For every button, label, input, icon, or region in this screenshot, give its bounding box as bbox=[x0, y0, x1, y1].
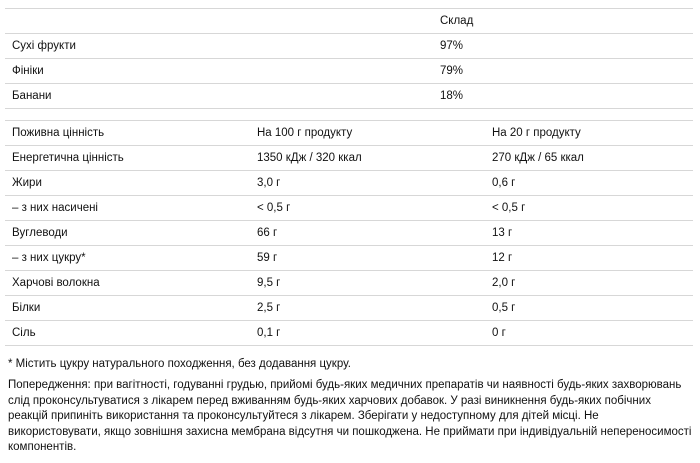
composition-row bbox=[5, 34, 693, 59]
nutrient-name: Білки bbox=[5, 296, 250, 321]
nutrient-per20: 13 г bbox=[485, 221, 693, 246]
nutrient-per100: 9,5 г bbox=[250, 271, 485, 296]
composition-row bbox=[5, 59, 693, 84]
nutrient-per20: 2,0 г bbox=[485, 271, 693, 296]
nutrient-name: – з них цукру* bbox=[5, 246, 250, 271]
ingredient-percent: 79% bbox=[433, 59, 693, 84]
nutrition-header-per20: На 20 г продукту bbox=[485, 121, 693, 146]
nutrition-row bbox=[5, 321, 693, 346]
nutrient-per100: < 0,5 г bbox=[250, 196, 485, 221]
nutrient-per100: 59 г bbox=[250, 246, 485, 271]
nutrient-per20: 0,6 г bbox=[485, 171, 693, 196]
nutrition-header-per100: На 100 г продукту bbox=[250, 121, 485, 146]
nutrition-table bbox=[5, 120, 693, 346]
nutrition-header-row bbox=[5, 121, 693, 146]
composition-header-spacer bbox=[5, 9, 433, 34]
nutrient-per20: 0,5 г bbox=[485, 296, 693, 321]
nutrient-name: Сіль bbox=[5, 321, 250, 346]
composition-table bbox=[5, 8, 693, 109]
nutrient-per20: 0 г bbox=[485, 321, 693, 346]
ingredient-percent: 18% bbox=[433, 84, 693, 109]
nutrition-row bbox=[5, 271, 693, 296]
nutrient-per20: 270 кДж / 65 ккал bbox=[485, 146, 693, 171]
nutrient-name: Енергетична цінність bbox=[5, 146, 250, 171]
sugar-footnote: * Містить цукру натурального походження, без додавання цукру. bbox=[8, 358, 351, 370]
nutrition-header-name: Поживна цінність bbox=[5, 121, 250, 146]
nutrient-per100: 0,1 г bbox=[250, 321, 485, 346]
nutrition-row bbox=[5, 146, 693, 171]
ingredient-percent: 97% bbox=[433, 34, 693, 59]
ingredient-name: Фініки bbox=[5, 59, 433, 84]
warning-text: Попередження: при вагітності, годуванні грудью, прийомі будь-яких медичних препаратів чи наявності будь-яких захворювань слід проконсультуватися з лікарем перед вживанням будь-яких харчових добавок. У разі виникнення будь-яких побічних реакцій припиніть використання та проконсультуйтеся з лікарем. Зберігати у недоступному для дітей місці. Не використовувати, якщо зовнішня захисна мембрана відсутня чи пошкоджена. Не приймати при індивідуальній непереносимості компонентів. bbox=[8, 379, 692, 453]
composition-row bbox=[5, 84, 693, 109]
nutrient-name: Жири bbox=[5, 171, 250, 196]
nutrient-name: – з них насичені bbox=[5, 196, 250, 221]
nutrient-per20: < 0,5 г bbox=[485, 196, 693, 221]
nutrient-per100: 1350 кДж / 320 ккал bbox=[250, 146, 485, 171]
nutrition-row bbox=[5, 296, 693, 321]
nutrient-name: Харчові волокна bbox=[5, 271, 250, 296]
nutrition-row bbox=[5, 221, 693, 246]
ingredient-name: Банани bbox=[5, 84, 433, 109]
nutrient-name: Вуглеводи bbox=[5, 221, 250, 246]
nutrition-row bbox=[5, 171, 693, 196]
nutrition-row bbox=[5, 246, 693, 271]
ingredient-name: Сухі фрукти bbox=[5, 34, 433, 59]
nutrient-per100: 3,0 г bbox=[250, 171, 485, 196]
composition-header-row bbox=[5, 9, 693, 34]
nutrient-per100: 2,5 г bbox=[250, 296, 485, 321]
nutrient-per20: 12 г bbox=[485, 246, 693, 271]
nutrient-per100: 66 г bbox=[250, 221, 485, 246]
composition-header: Склад bbox=[433, 9, 693, 34]
nutrition-row bbox=[5, 196, 693, 221]
